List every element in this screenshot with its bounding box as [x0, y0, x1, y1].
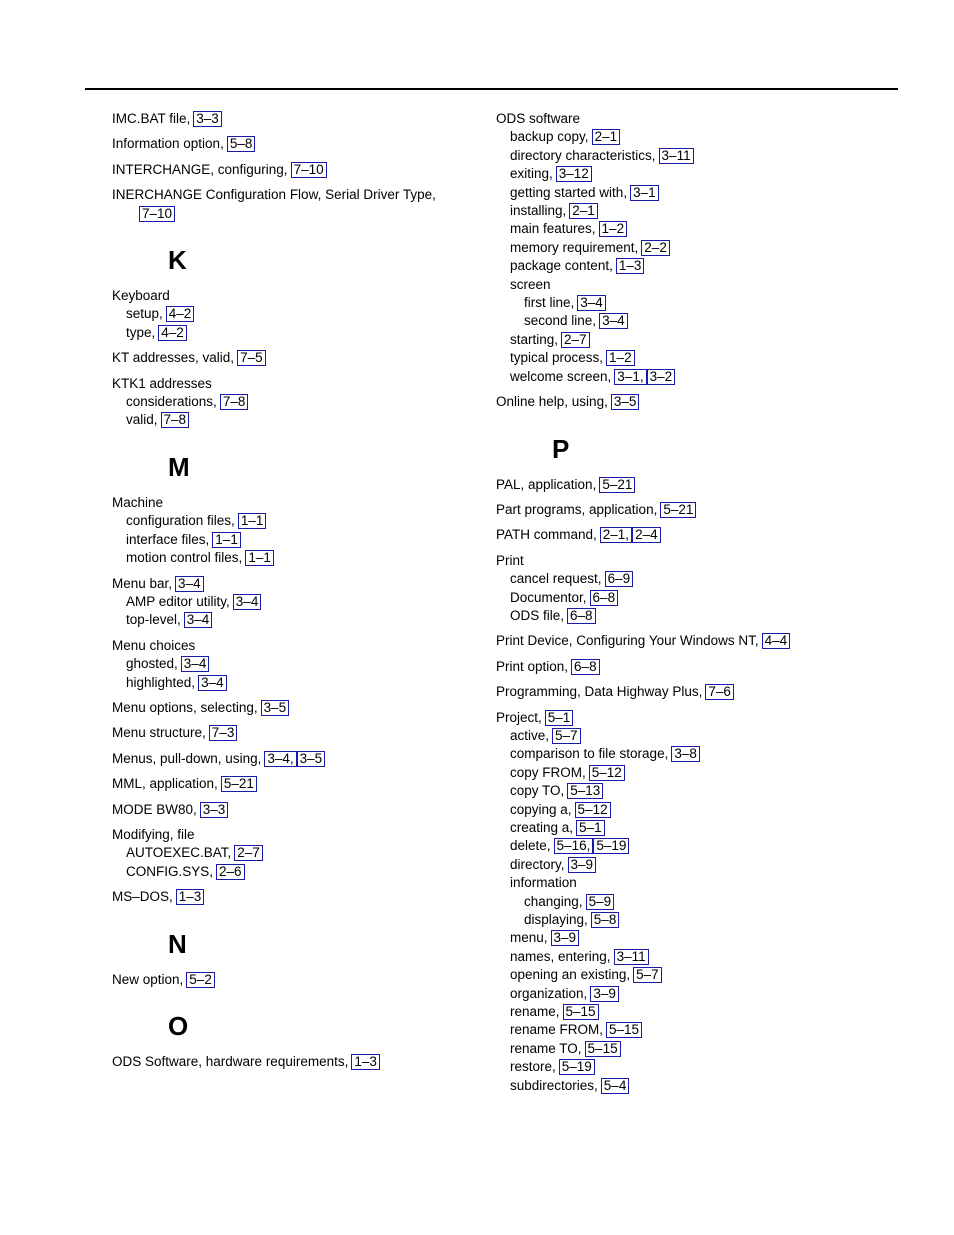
index-term-text: considerations, — [126, 394, 217, 410]
index-subterm — [496, 745, 896, 763]
page-reference-link[interactable]: 3–4, — [264, 751, 296, 767]
index-entry — [112, 494, 472, 568]
index-entry — [496, 476, 896, 494]
page-reference-link[interactable]: 1–3 — [176, 889, 205, 905]
index-term — [112, 349, 472, 367]
page-reference-link[interactable]: 5–13 — [567, 783, 603, 799]
index-term-text: exiting, — [510, 166, 553, 182]
index-term-text: delete, — [510, 838, 551, 854]
index-term — [496, 110, 896, 128]
page-reference-link[interactable]: 3–11 — [614, 949, 649, 965]
index-column-left — [112, 110, 472, 1078]
index-entry — [112, 186, 472, 223]
index-term-text: menu, — [510, 930, 548, 946]
index-term-text: MML, application, — [112, 776, 218, 792]
index-term-text: highlighted, — [126, 674, 196, 690]
index-entry — [112, 135, 472, 153]
page-reference-link[interactable]: 3–4 — [198, 675, 227, 691]
page-reference-link[interactable]: 3–2 — [647, 369, 676, 385]
index-entry — [112, 287, 472, 342]
index-term-text: Programming, Data Highway Plus, — [496, 684, 703, 700]
index-term-text: IMC.BAT file, — [112, 111, 191, 126]
page-reference-link[interactable]: 3–3 — [200, 802, 229, 818]
index-term-text: MS–DOS, — [112, 889, 173, 905]
index-subterm — [496, 1040, 896, 1058]
index-subterm — [496, 1003, 896, 1021]
page-reference-link[interactable]: 6–8 — [567, 608, 596, 624]
index-subterm — [496, 782, 896, 800]
index-subterm — [496, 165, 896, 183]
index-term-text: AMP editor utility, — [126, 593, 230, 609]
index-term-text: Menu choices — [112, 637, 196, 653]
index-term-text: creating a, — [510, 820, 574, 835]
index-term-text: typical process, — [510, 350, 604, 366]
index-subterm — [496, 607, 896, 625]
index-subterm — [112, 205, 472, 223]
index-subterm — [112, 411, 472, 429]
index-entry — [112, 161, 472, 179]
page-reference-link[interactable]: 5–2 — [186, 972, 215, 988]
page-reference-link[interactable]: 5–12 — [575, 802, 611, 818]
index-term — [112, 110, 472, 128]
page-reference-link[interactable]: 3–11 — [659, 148, 694, 164]
index-term-text: subdirectories, — [510, 1077, 598, 1093]
index-term — [112, 494, 472, 512]
index-term-text: CONFIG.SYS, — [126, 863, 214, 879]
index-term-text: ODS Software, hardware requirements, — [112, 1054, 349, 1069]
page-reference-link[interactable]: 5–21 — [660, 502, 696, 518]
index-term-text: PAL, application, — [496, 476, 597, 492]
page-reference-link[interactable]: 5–7 — [552, 728, 581, 744]
index-subterm — [496, 1077, 896, 1095]
index-term-text: screen — [510, 276, 551, 292]
index-section-letter: O — [168, 1011, 189, 1041]
index-subterm — [496, 128, 896, 146]
page-reference-link[interactable]: 7–8 — [220, 394, 249, 410]
index-subterm — [112, 655, 472, 673]
index-term — [112, 135, 472, 153]
index-subterm — [496, 147, 896, 165]
index-subterm — [496, 856, 896, 874]
index-subterm — [496, 874, 896, 892]
index-term — [496, 658, 896, 676]
index-term — [112, 186, 472, 204]
index-subterm — [496, 257, 896, 275]
index-term — [112, 1053, 472, 1071]
page-reference-link[interactable]: 6–8 — [590, 590, 619, 606]
index-term — [496, 552, 896, 570]
index-term-text: Machine — [112, 494, 164, 510]
index-term — [112, 575, 472, 593]
index-subterm — [496, 911, 896, 929]
page-reference-link[interactable]: 5–15 — [606, 1022, 642, 1038]
index-entry — [496, 526, 896, 544]
page-reference-link[interactable]: 3–5 — [297, 751, 326, 767]
index-entry — [112, 888, 472, 906]
page-reference-link[interactable]: 3–4 — [181, 656, 210, 672]
index-term — [112, 826, 472, 844]
page-reference-link[interactable]: 6–9 — [605, 571, 634, 587]
index-term — [112, 750, 472, 768]
page-reference-link[interactable]: 5–15 — [563, 1004, 599, 1020]
page-reference-link[interactable]: 7–10 — [291, 162, 327, 178]
page-reference-link[interactable]: 3–9 — [590, 986, 619, 1002]
page-reference-link[interactable]: 2–2 — [641, 240, 670, 256]
index-term-text: interface files, — [126, 531, 210, 547]
index-entry — [112, 637, 472, 692]
page-reference-link[interactable]: 4–2 — [166, 306, 195, 322]
index-subterm — [112, 305, 472, 323]
index-term-text: Print — [496, 552, 524, 568]
page-reference-link[interactable]: 3–1 — [630, 185, 659, 201]
index-term — [112, 699, 472, 717]
index-entry — [496, 632, 896, 650]
index-term-text: type, — [126, 324, 156, 340]
index-term-text: Part programs, application, — [496, 501, 658, 517]
index-term-text: ghosted, — [126, 656, 178, 672]
index-term — [112, 775, 472, 793]
page-reference-link[interactable]: 1–3 — [351, 1054, 380, 1070]
index-subterm — [496, 349, 896, 367]
index-term-text: information — [510, 875, 577, 891]
index-term — [112, 637, 472, 655]
page-reference-link[interactable]: 7–6 — [705, 684, 734, 700]
index-term-text: copy TO, — [510, 783, 565, 799]
index-entry — [496, 709, 896, 1096]
index-term-text: package content, — [510, 258, 613, 274]
index-subterm — [496, 184, 896, 202]
page-reference-link[interactable]: 5–8 — [591, 912, 620, 928]
index-term — [496, 683, 896, 701]
page-reference-link[interactable]: 3–9 — [551, 930, 580, 946]
index-entry — [112, 699, 472, 717]
page-reference-link[interactable]: 3–4 — [184, 612, 213, 628]
index-term-text: Menu structure, — [112, 725, 206, 741]
index-term-text: Keyboard — [112, 288, 170, 304]
index-subterm — [112, 324, 472, 342]
index-term — [496, 476, 896, 494]
page-reference-link[interactable]: 2–6 — [216, 864, 245, 880]
index-subterm — [112, 844, 472, 862]
index-term-text: Project, — [496, 709, 542, 725]
index-subterm — [496, 801, 896, 819]
index-subterm — [496, 202, 896, 220]
index-term-text: New option, — [112, 971, 184, 987]
index-entry — [112, 1053, 472, 1071]
page-reference-link[interactable]: 2–7 — [234, 845, 263, 861]
index-term-text: Information option, — [112, 136, 224, 152]
page-reference-link[interactable]: 3–5 — [611, 394, 640, 410]
page-reference-link[interactable]: 3–4 — [599, 313, 628, 329]
page-reference-link[interactable]: 3–4 — [233, 594, 262, 610]
index-subterm — [496, 764, 896, 782]
index-term-text: AUTOEXEC.BAT, — [126, 845, 232, 861]
index-subterm — [496, 570, 896, 588]
index-term — [496, 632, 896, 650]
index-term-text: names, entering, — [510, 948, 611, 964]
page-reference-link[interactable]: 5–21 — [221, 776, 257, 792]
page-reference-link[interactable]: 5–19 — [593, 838, 629, 854]
index-term-text: Menus, pull-down, using, — [112, 750, 262, 766]
index-term-text: opening an existing, — [510, 967, 631, 983]
index-term-text: changing, — [524, 893, 583, 909]
index-term-text: second line, — [524, 313, 597, 329]
index-term-text: copying a, — [510, 801, 572, 817]
index-subterm — [496, 985, 896, 1003]
page-reference-link[interactable]: 3–8 — [671, 746, 700, 762]
index-term — [112, 287, 472, 305]
index-section-letter: K — [168, 245, 187, 276]
page-reference-link[interactable]: 4–2 — [158, 325, 187, 341]
index-term-text: rename FROM, — [510, 1022, 604, 1038]
index-term-text: comparison to file storage, — [510, 746, 669, 762]
index-term-text: cancel request, — [510, 571, 602, 587]
index-subterm — [112, 512, 472, 530]
page-reference-link[interactable]: 3–3 — [193, 111, 222, 127]
index-section-letter: P — [552, 433, 570, 464]
index-subterm — [112, 611, 472, 629]
index-section-letter: N — [168, 928, 187, 959]
index-term-text: starting, — [510, 331, 559, 347]
page-reference-link[interactable]: 5–15 — [585, 1041, 621, 1057]
index-term-text: Menu bar, — [112, 575, 173, 591]
index-subterm — [112, 674, 472, 692]
index-term-text: INTERCHANGE, configuring, — [112, 161, 288, 177]
page-reference-link[interactable]: 5–8 — [227, 136, 256, 152]
index-term-text: motion control files, — [126, 550, 243, 566]
page-reference-link[interactable]: 5–16, — [554, 838, 594, 854]
index-subterm — [496, 331, 896, 349]
index-term — [112, 971, 472, 989]
index-entry — [112, 349, 472, 367]
index-term-text: INERCHANGE Configuration Flow, Serial Driver Type, — [112, 187, 436, 203]
page-reference-link[interactable]: 7–8 — [161, 412, 190, 428]
index-term-text: KT addresses, valid, — [112, 350, 235, 366]
page-reference-link[interactable]: 5–21 — [599, 477, 635, 493]
index-term — [112, 161, 472, 179]
page-reference-link[interactable]: 5–12 — [589, 765, 625, 781]
index-term-text: Menu options, selecting, — [112, 699, 258, 715]
index-term-text: PATH command, — [496, 527, 597, 543]
page-reference-link[interactable]: 3–4 — [577, 295, 606, 311]
index-term — [112, 801, 472, 819]
index-term-text: top-level, — [126, 612, 181, 628]
index-entry — [112, 375, 472, 430]
index-term-text: memory requirement, — [510, 239, 639, 255]
index-term — [112, 375, 472, 393]
index-term-text: valid, — [126, 412, 158, 428]
index-subterm — [112, 863, 472, 881]
index-subterm — [496, 220, 896, 238]
page-reference-link[interactable]: 5–1 — [545, 710, 574, 726]
page-reference-link[interactable]: 5–4 — [601, 1078, 630, 1094]
page-reference-link[interactable]: 1–3 — [616, 258, 645, 274]
index-column-right — [496, 110, 896, 1102]
index-term-text: rename, — [510, 1004, 560, 1020]
index-term-text: first line, — [524, 295, 575, 311]
index-subterm — [496, 276, 896, 294]
index-entry — [112, 750, 472, 768]
index-subterm — [112, 593, 472, 611]
page-reference-link[interactable]: 7–3 — [209, 725, 238, 741]
index-term-text: installing, — [510, 203, 567, 219]
index-entry — [496, 501, 896, 519]
index-subterm — [496, 1058, 896, 1076]
index-term-text: Online help, using, — [496, 394, 608, 410]
index-entry — [496, 658, 896, 676]
index-term-text: main features, — [510, 221, 596, 237]
index-entry — [112, 971, 472, 989]
index-term-text: ODS software — [496, 111, 581, 126]
index-term — [112, 724, 472, 742]
index-term — [496, 709, 896, 727]
page-reference-link[interactable]: 6–8 — [571, 659, 600, 675]
index-term — [496, 393, 896, 411]
index-term-text: Print Device, Configuring Your Windows NT, — [496, 633, 759, 649]
index-entry — [496, 393, 896, 411]
page-reference-link[interactable]: 2–4 — [632, 527, 661, 543]
index-subterm — [496, 837, 896, 855]
index-subterm — [112, 393, 472, 411]
index-term — [496, 501, 896, 519]
page-reference-link[interactable]: 4–4 — [762, 633, 791, 649]
page-reference-link[interactable]: 7–10 — [139, 206, 175, 222]
index-subterm — [496, 893, 896, 911]
index-term-text: directory, — [510, 856, 565, 872]
index-entry — [496, 552, 896, 626]
index-subterm — [112, 531, 472, 549]
index-term-text: MODE BW80, — [112, 801, 197, 817]
page-reference-link[interactable]: 3–5 — [261, 700, 290, 716]
index-subterm — [496, 948, 896, 966]
page-reference-link[interactable]: 2–7 — [561, 332, 590, 348]
index-subterm — [112, 549, 472, 567]
index-term-text: backup copy, — [510, 129, 589, 145]
index-term-text: directory characteristics, — [510, 147, 656, 163]
header-rule — [85, 88, 898, 90]
page-reference-link[interactable]: 1–1 — [238, 513, 267, 529]
index-entry — [112, 724, 472, 742]
index-entry — [112, 826, 472, 881]
page-reference-link[interactable]: 5–9 — [586, 894, 615, 910]
index-entry — [112, 110, 472, 128]
index-entry — [496, 683, 896, 701]
index-section-letter: M — [168, 451, 190, 482]
page-reference-link[interactable]: 5–19 — [559, 1059, 595, 1075]
index-subterm — [496, 966, 896, 984]
index-subterm — [496, 368, 896, 386]
page-reference-link[interactable]: 3–12 — [556, 166, 592, 182]
index-subterm — [496, 727, 896, 745]
index-term-text: welcome screen, — [510, 368, 612, 384]
page-reference-link[interactable]: 7–5 — [237, 350, 266, 366]
index-term — [112, 888, 472, 906]
page-reference-link[interactable]: 1–1 — [245, 550, 274, 566]
index-term-text: rename TO, — [510, 1040, 582, 1056]
index-term-text: restore, — [510, 1059, 556, 1075]
index-subterm — [496, 1021, 896, 1039]
page-reference-link[interactable]: 5–7 — [633, 967, 662, 983]
page-reference-link[interactable]: 2–1 — [569, 203, 598, 219]
index-term-text: KTK1 addresses — [112, 375, 212, 391]
index-term-text: configuration files, — [126, 513, 235, 529]
index-term-text: getting started with, — [510, 184, 628, 200]
index-term-text: ODS file, — [510, 607, 565, 623]
index-subterm — [496, 589, 896, 607]
page-reference-link[interactable]: 2–1, — [600, 527, 632, 543]
index-term-text: active, — [510, 727, 550, 743]
index-subterm — [496, 312, 896, 330]
page-reference-link[interactable]: 1–1 — [212, 532, 241, 548]
index-entry — [112, 575, 472, 630]
index-subterm — [496, 239, 896, 257]
page-reference-link[interactable]: 3–1, — [614, 369, 646, 385]
index-entry — [496, 110, 896, 386]
index-entry — [112, 801, 472, 819]
index-term-text: setup, — [126, 306, 163, 322]
index-term-text: Modifying, file — [112, 826, 195, 842]
page-reference-link[interactable]: 5–1 — [576, 820, 605, 836]
page-reference-link[interactable]: 3–4 — [175, 576, 204, 592]
page-reference-link[interactable]: 1–2 — [606, 350, 635, 366]
index-subterm — [496, 819, 896, 837]
page-reference-link[interactable]: 3–9 — [568, 857, 597, 873]
index-subterm — [496, 929, 896, 947]
index-entry — [112, 775, 472, 793]
page-reference-link[interactable]: 1–2 — [599, 221, 628, 237]
page-reference-link[interactable]: 2–1 — [592, 129, 621, 145]
index-term-text: displaying, — [524, 912, 588, 928]
index-term-text: Documentor, — [510, 589, 587, 605]
index-term-text: Print option, — [496, 658, 569, 674]
index-term-text: copy FROM, — [510, 764, 586, 780]
index-term-text: organization, — [510, 985, 588, 1001]
index-subterm — [496, 294, 896, 312]
index-term — [496, 526, 896, 544]
